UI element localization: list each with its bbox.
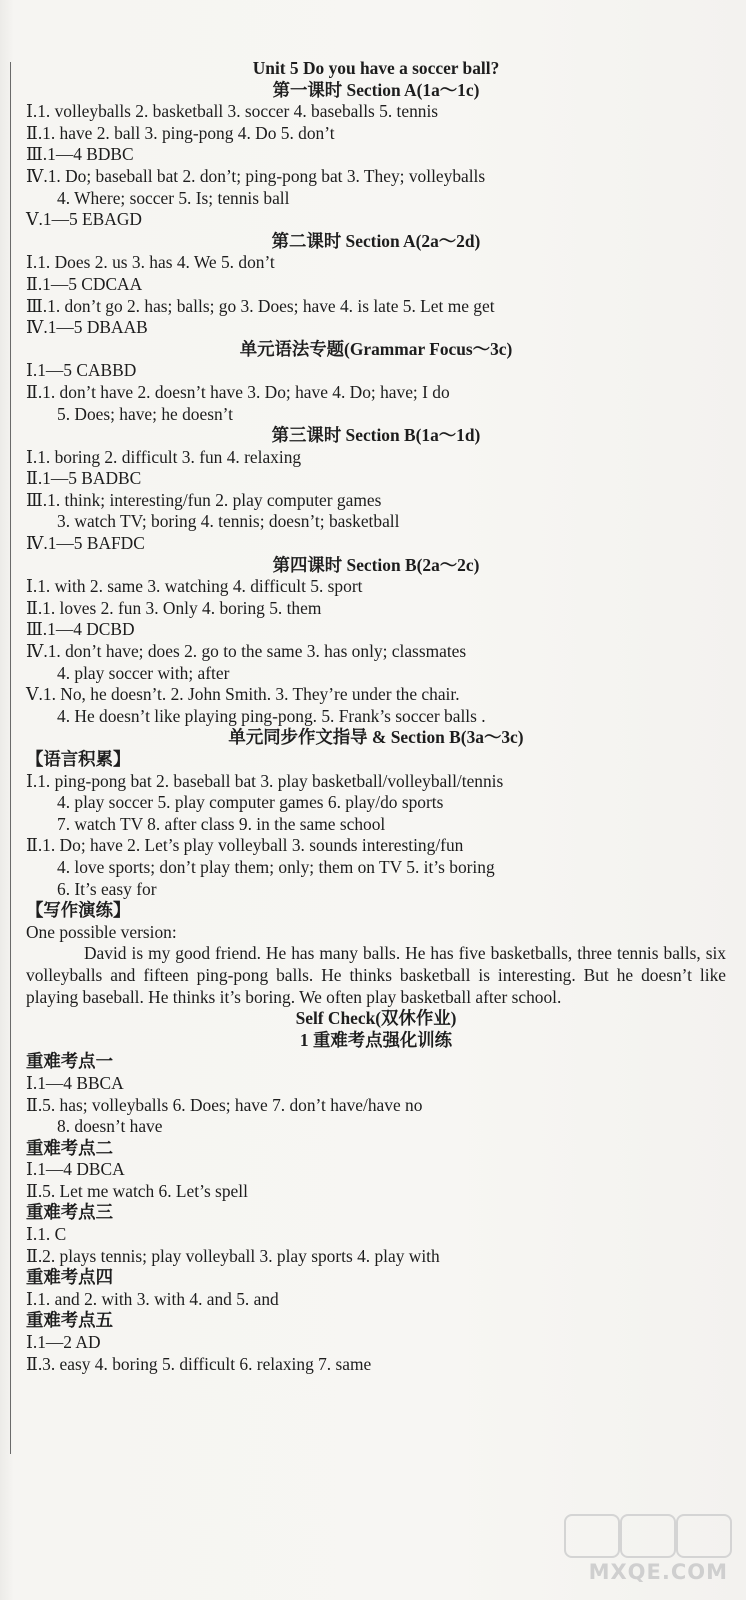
section-heading: 1 重难考点强化训练 — [299, 1029, 453, 1050]
watermark-text: MXQE.COM — [588, 1560, 728, 1584]
answer-line: Ⅲ.1—4 BDBC — [26, 144, 134, 165]
watermark-box-2 — [620, 1514, 676, 1558]
answer-line: 5. Does; have; he doesn’t — [57, 403, 233, 424]
answer-line: Ⅱ.3. easy 4. boring 5. difficult 6. relaxing 7. same — [26, 1353, 372, 1374]
answer-line: Ⅰ.1. boring 2. difficult 3. fun 4. relaxing — [26, 446, 302, 467]
answer-line: Ⅱ.1. Do; have 2. Let’s play volleyball 3. sounds interesting/fun — [26, 835, 464, 856]
subsection-label: 重难考点一 — [26, 1051, 113, 1072]
answer-line: 4. play soccer with; after — [57, 662, 230, 683]
answer-line: Ⅰ.1—5 CABBD — [26, 360, 137, 381]
section-heading: Self Check(双休作业) — [295, 1008, 457, 1029]
answer-line: One possible version: — [26, 921, 177, 942]
answer-line: 4. love sports; don’t play them; only; them on TV 5. it’s boring — [57, 856, 495, 877]
answer-line: Ⅰ.1. C — [26, 1224, 67, 1245]
answer-line: 4. He doesn’t like playing ping-pong. 5. Frank’s soccer balls . — [57, 705, 486, 726]
answer-line: 8. doesn’t have — [57, 1116, 163, 1137]
section-heading: 单元语法专题(Grammar Focus～3c) — [239, 338, 513, 359]
answer-line: Ⅲ.1. think; interesting/fun 2. play computer games — [26, 489, 382, 510]
watermark-box-1 — [564, 1514, 620, 1558]
answer-line: Ⅴ.1—5 EBAGD — [26, 209, 142, 230]
answer-line: Ⅱ.1. loves 2. fun 3. Only 4. boring 5. them — [26, 597, 322, 618]
section-heading: 第三课时 Section B(1a～1d) — [271, 425, 481, 446]
answer-line: Ⅰ.1—4 DBCA — [26, 1159, 125, 1180]
answer-line: Ⅳ.1—5 DBAAB — [26, 317, 148, 338]
subsection-label: 重难考点五 — [26, 1310, 113, 1331]
answer-line: Ⅲ.1—4 DCBD — [26, 619, 135, 640]
subsection-label: 重难考点四 — [26, 1267, 113, 1288]
answer-line: 7. watch TV 8. after class 9. in the same school — [57, 813, 386, 834]
answer-line: Ⅳ.1. don’t have; does 2. go to the same 3. has only; classmates — [26, 641, 467, 662]
subsection-label: 重难考点二 — [26, 1137, 113, 1158]
answer-line: Ⅱ.5. Let me watch 6. Let’s spell — [26, 1180, 248, 1201]
answer-line: Ⅳ.1—5 BAFDC — [26, 533, 145, 554]
section-heading: 第一课时 Section A(1a～1c) — [272, 79, 480, 100]
answer-line: Ⅰ.1. and 2. with 3. with 4. and 5. and — [26, 1288, 279, 1309]
answer-line: Ⅱ.5. has; volleyballs 6. Does; have 7. don’t have/have no — [26, 1094, 423, 1115]
subsection-label: 重难考点三 — [26, 1202, 113, 1223]
answer-line: Ⅲ.1. don’t go 2. has; balls; go 3. Does; have 4. is late 5. Let me get — [26, 295, 495, 316]
answer-line: Ⅱ.1—5 BADBC — [26, 468, 142, 489]
answer-line: Ⅱ.2. plays tennis; play volleyball 3. play sports 4. play with — [26, 1245, 440, 1266]
margin-rule — [10, 62, 11, 1454]
answer-line: Ⅰ.1. volleyballs 2. basketball 3. soccer 4. baseballs 5. tennis — [26, 101, 439, 122]
answer-line: 4. Where; soccer 5. Is; tennis ball — [57, 187, 290, 208]
answer-line: Ⅰ.1—4 BBCA — [26, 1072, 124, 1093]
answer-line: 4. play soccer 5. play computer games 6. play/do sports — [57, 792, 444, 813]
essay-paragraph: David is my good friend. He has many balls. He has five basketballs, three tennis balls, six volleyballs and fifteen ping-pong balls. He thinks basketball is interesting. But he doesn’t like playing baseball. He thinks it’s boring. We often play basketball after school. — [26, 943, 726, 1007]
subsection-label: 【写作演练】 — [26, 900, 131, 921]
answer-line: Ⅰ.1. Does 2. us 3. has 4. We 5. don’t — [26, 252, 275, 273]
answer-key — [26, 58, 726, 1375]
watermark-logo — [528, 1514, 728, 1584]
watermark-box-3 — [676, 1514, 732, 1558]
section-heading: Unit 5 Do you have a soccer ball? — [252, 58, 500, 78]
section-heading: 第二课时 Section A(2a～2d) — [271, 230, 481, 251]
answer-line: 3. watch TV; boring 4. tennis; doesn’t; basketball — [57, 511, 400, 532]
answer-line: Ⅳ.1. Do; baseball bat 2. don’t; ping-pong bat 3. They; volleyballs — [26, 165, 486, 186]
answer-line: Ⅰ.1—2 AD — [26, 1332, 101, 1353]
answer-line: Ⅱ.1. don’t have 2. doesn’t have 3. Do; have 4. Do; have; I do — [26, 381, 450, 402]
answer-line: Ⅱ.1—5 CDCAA — [26, 273, 143, 294]
answer-line: Ⅱ.1. have 2. ball 3. ping-pong 4. Do 5. don’t — [26, 122, 335, 143]
answer-line: 6. It’s easy for — [57, 878, 157, 899]
subsection-label: 【语言积累】 — [26, 749, 131, 769]
answer-line: Ⅴ.1. No, he doesn’t. 2. John Smith. 3. They’re under the chair. — [26, 684, 460, 705]
section-heading: 单元同步作文指导 & Section B(3a～3c) — [228, 727, 524, 748]
answer-line: Ⅰ.1. with 2. same 3. watching 4. difficult 5. sport — [26, 576, 363, 597]
section-heading: 第四课时 Section B(2a～2c) — [272, 554, 480, 575]
answer-line: Ⅰ.1. ping-pong bat 2. baseball bat 3. play basketball/volleyball/tennis — [26, 770, 504, 791]
